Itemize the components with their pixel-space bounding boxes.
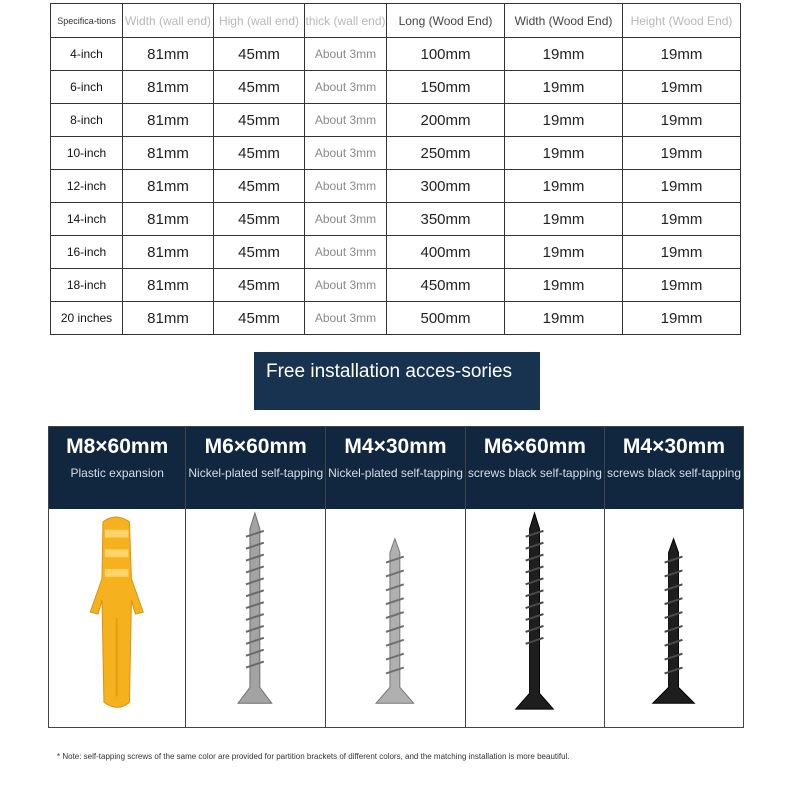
header-thick-wall: thick (wall end) — [305, 4, 387, 38]
accessory-size: M4×30mm — [622, 435, 726, 458]
cell-thick-wall: About 3mm — [305, 137, 387, 170]
cell-long-wood: 450mm — [387, 269, 505, 302]
accessory-description: screws black self-tapping — [467, 466, 602, 480]
cell-width-wood: 19mm — [505, 269, 623, 302]
accessory-card-black-short — [604, 427, 743, 727]
header-high-wall: High (wall end) — [214, 4, 305, 38]
accessory-card-nickel-long — [185, 427, 325, 727]
cell-width-wall: 81mm — [123, 236, 214, 269]
footnote: * Note: self-tapping screws of the same color are provided for partition brackets of different colors, and the matching installation is more beautiful. — [57, 752, 570, 761]
cell-size: 18-inch — [51, 269, 123, 302]
table-row — [51, 269, 741, 302]
cell-high-wall: 45mm — [214, 170, 305, 203]
nickel-screw-long-icon — [186, 509, 325, 727]
cell-long-wood: 150mm — [387, 71, 505, 104]
cell-width-wall: 81mm — [123, 104, 214, 137]
cell-width-wall: 81mm — [123, 269, 214, 302]
header-height-wood: Height (Wood End) — [623, 4, 741, 38]
header-width-wood: Width (Wood End) — [505, 4, 623, 38]
cell-long-wood: 200mm — [387, 104, 505, 137]
cell-size: 20 inches — [51, 302, 123, 335]
cell-width-wall: 81mm — [123, 170, 214, 203]
cell-width-wood: 19mm — [505, 71, 623, 104]
accessory-description: Nickel-plated self-tapping — [328, 466, 463, 480]
cell-width-wood: 19mm — [505, 236, 623, 269]
accessory-header — [326, 427, 465, 509]
spec-table — [50, 3, 741, 335]
accessory-description: Plastic expansion — [70, 466, 164, 480]
table-row — [51, 203, 741, 236]
accessory-size: M6×60mm — [204, 435, 307, 458]
table-row — [51, 170, 741, 203]
plastic-expansion-anchor-icon — [49, 509, 185, 727]
accessory-card-black-long — [465, 427, 604, 727]
cell-height-wood: 19mm — [623, 302, 741, 335]
cell-long-wood: 400mm — [387, 236, 505, 269]
table-row — [51, 137, 741, 170]
table-row — [51, 104, 741, 137]
header-specifications: Specifica-tions — [51, 4, 123, 38]
cell-height-wood: 19mm — [623, 203, 741, 236]
cell-size: 10-inch — [51, 137, 123, 170]
accessories-banner — [254, 352, 540, 410]
cell-long-wood: 250mm — [387, 137, 505, 170]
cell-size: 8-inch — [51, 104, 123, 137]
cell-thick-wall: About 3mm — [305, 71, 387, 104]
cell-thick-wall: About 3mm — [305, 269, 387, 302]
cell-height-wood: 19mm — [623, 104, 741, 137]
cell-high-wall: 45mm — [214, 302, 305, 335]
cell-size: 14-inch — [51, 203, 123, 236]
cell-width-wall: 81mm — [123, 137, 214, 170]
cell-width-wall: 81mm — [123, 38, 214, 71]
cell-high-wall: 45mm — [214, 203, 305, 236]
cell-width-wood: 19mm — [505, 38, 623, 71]
accessory-description: Nickel-plated self-tapping — [188, 466, 324, 480]
cell-width-wood: 19mm — [505, 104, 623, 137]
accessory-header — [49, 427, 185, 509]
cell-height-wood: 19mm — [623, 269, 741, 302]
cell-width-wall: 81mm — [123, 302, 214, 335]
cell-thick-wall: About 3mm — [305, 38, 387, 71]
cell-high-wall: 45mm — [214, 236, 305, 269]
cell-height-wood: 19mm — [623, 170, 741, 203]
cell-long-wood: 100mm — [387, 38, 505, 71]
cell-long-wood: 300mm — [387, 170, 505, 203]
cell-size: 4-inch — [51, 38, 123, 71]
accessory-size: M6×60mm — [483, 435, 586, 458]
table-row — [51, 38, 741, 71]
accessory-card-plastic-expansion — [49, 427, 185, 727]
accessory-size: M4×30mm — [344, 435, 447, 458]
cell-long-wood: 350mm — [387, 203, 505, 236]
cell-high-wall: 45mm — [214, 104, 305, 137]
black-screw-long-icon — [466, 509, 604, 727]
cell-width-wood: 19mm — [505, 137, 623, 170]
cell-high-wall: 45mm — [214, 269, 305, 302]
cell-width-wall: 81mm — [123, 71, 214, 104]
cell-width-wood: 19mm — [505, 302, 623, 335]
accessory-header — [605, 427, 743, 509]
cell-high-wall: 45mm — [214, 38, 305, 71]
header-width-wall: Width (wall end) — [123, 4, 214, 38]
cell-height-wood: 19mm — [623, 38, 741, 71]
accessories-grid — [48, 426, 744, 728]
cell-height-wood: 19mm — [623, 71, 741, 104]
cell-width-wall: 81mm — [123, 203, 214, 236]
cell-size: 12-inch — [51, 170, 123, 203]
accessory-header — [466, 427, 604, 509]
accessory-description: screws black self-tapping — [606, 466, 741, 480]
cell-thick-wall: About 3mm — [305, 104, 387, 137]
cell-size: 16-inch — [51, 236, 123, 269]
table-row — [51, 302, 741, 335]
cell-width-wood: 19mm — [505, 203, 623, 236]
black-screw-short-icon — [605, 509, 743, 727]
cell-thick-wall: About 3mm — [305, 203, 387, 236]
table-row — [51, 71, 741, 104]
cell-high-wall: 45mm — [214, 71, 305, 104]
cell-size: 6-inch — [51, 71, 123, 104]
cell-long-wood: 500mm — [387, 302, 505, 335]
table-row — [51, 236, 741, 269]
cell-height-wood: 19mm — [623, 236, 741, 269]
spec-table-header-row — [51, 4, 741, 38]
header-long-wood: Long (Wood End) — [387, 4, 505, 38]
cell-thick-wall: About 3mm — [305, 170, 387, 203]
cell-thick-wall: About 3mm — [305, 236, 387, 269]
cell-high-wall: 45mm — [214, 137, 305, 170]
cell-thick-wall: About 3mm — [305, 302, 387, 335]
cell-width-wood: 19mm — [505, 170, 623, 203]
accessory-header — [186, 427, 325, 509]
accessory-size: M8×60mm — [66, 435, 169, 458]
cell-height-wood: 19mm — [623, 137, 741, 170]
banner-title: Free installation acces-sories — [266, 361, 513, 382]
accessory-card-nickel-short — [325, 427, 465, 727]
nickel-screw-short-icon — [326, 509, 465, 727]
